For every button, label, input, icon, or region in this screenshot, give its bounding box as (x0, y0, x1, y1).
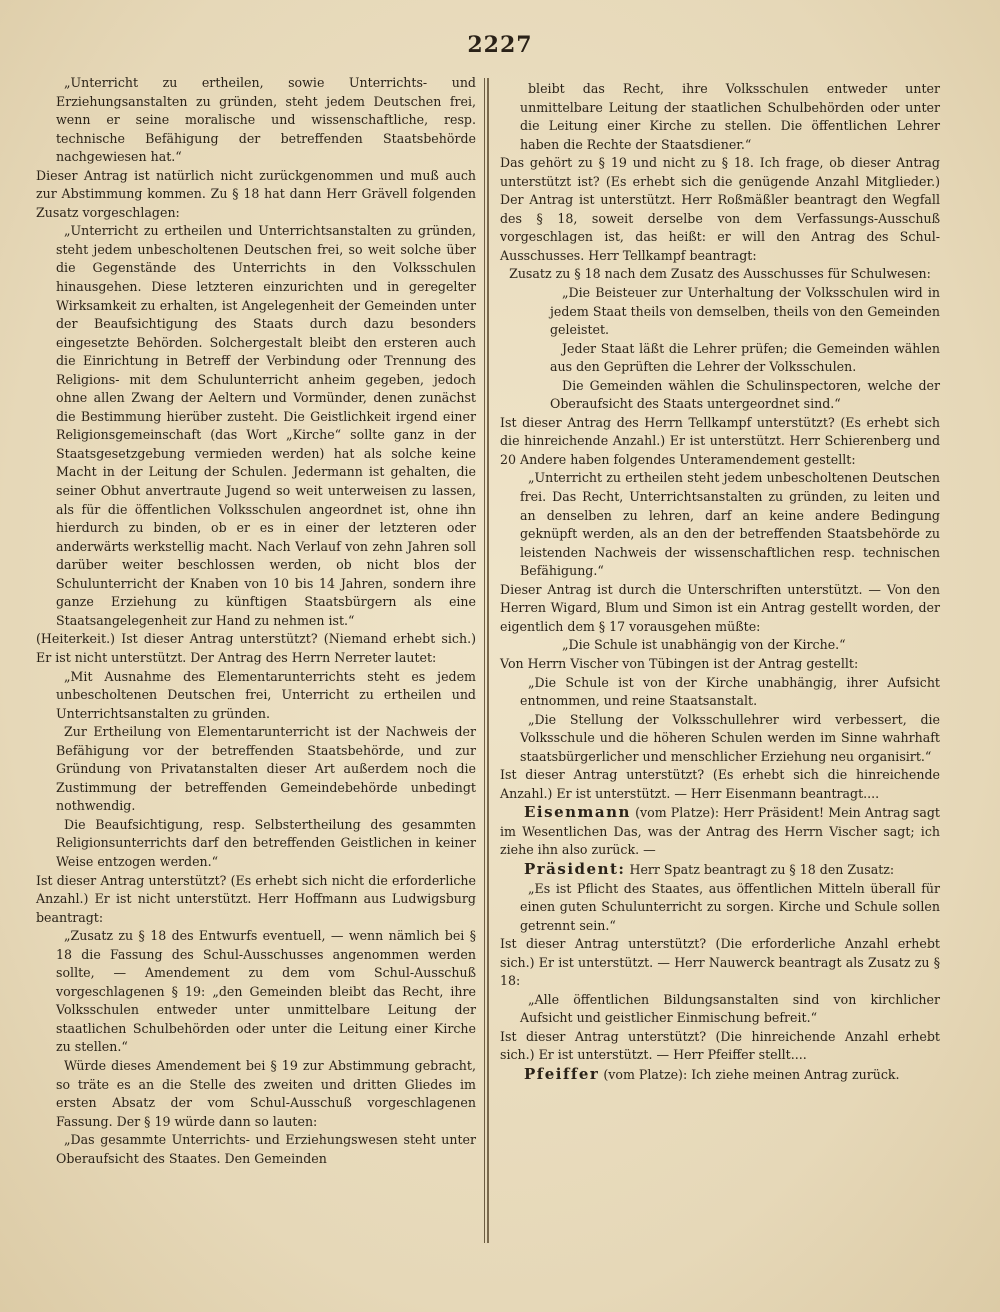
quoted-paragraph: Die Beaufsichtigung, resp. Selbstertheilung des gesammten Religionsunterrichts darf den betreffenden Geistlichen in keiner Weise entzogen werden.“ (56, 816, 476, 869)
quoted-paragraph: Zusatz zu § 18 nach dem Zusatz des Ausschusses für Schulwesen: (509, 266, 931, 282)
quoted-paragraph: „Zusatz zu § 18 des Entwurfs eventuell, — wenn nämlich bei § 18 die Fassung des Schul-Ausschusses angenommen werden sollte, — Amendement zu dem vom Schul-Ausschuß vorgeschlagenen § 19: „den Gemeinden bleibt das Recht, ihre Volksschulen entweder unter unmittelbare Leitung der staatlichen Schulbehörden oder unter die Leitung einer Kirche zu stellen.“ (56, 928, 476, 1055)
quoted-paragraph: „Die Beisteuer zur Unterhaltung der Volksschulen wird in jedem Staat theils von demselben, theils von den Gemeinden geleistet. (550, 285, 940, 338)
quoted-paragraph: Zur Ertheilung von Elementarunterricht ist der Nachweis der Befähigung vor der betreffenden Staatsbehörde, und zur Gründung von Privatanstalten dieser Art außerdem noch die Zustimmung der betreffenden Gemeindebehörde unbedingt nothwendig. (56, 724, 476, 814)
body-paragraph: Ist dieser Antrag unterstützt? (Die erforderliche Anzahl erhebt sich.) Er ist unterstützt. — Herr Nauwerck beantragt als Zusatz zu § 18: (500, 936, 940, 989)
quoted-paragraph: „Mit Ausnahme des Elementarunterrichts steht es jedem unbescholtenen Deutschen frei, Unterricht zu ertheilen und Unterrichtsanstalten zu gründen. (56, 668, 476, 721)
quoted-paragraph: „Unterricht zu ertheilen, sowie Unterrichts- und Erziehungsanstalten zu gründen, steht jedem Deutschen frei, wenn er seine moralische und wissenschaftliche, resp. technische Befähigung der betreffenden Staatsbehörde nachgewiesen hat.“ (56, 75, 476, 165)
right-column (500, 80, 940, 1085)
quoted-paragraph: Würde dieses Amendement bei § 19 zur Abstimmung gebracht, so träte es an die Stelle des zweiten und dritten Gliedes im ersten Absatz der vom Schul-Ausschuß vorgeschlagenen Fassung. Der § 19 würde dann so lauten: (56, 1057, 476, 1129)
quoted-paragraph: „Alle öffentlichen Bildungsanstalten sind von kirchlicher Aufsicht und geistlicher Einmischung befreit.“ (520, 991, 940, 1026)
body-paragraph: (Heiterkeit.) Ist dieser Antrag unterstützt? (Niemand erhebt sich.) Er ist nicht unterstützt. Der Antrag des Herrn Nerreter lautet: (36, 631, 476, 665)
body-paragraph: Ist dieser Antrag unterstützt? (Es erhebt sich nicht die erforderliche Anzahl.) Er ist nicht unterstützt. Herr Hoffmann aus Ludwigsburg beantragt: (36, 872, 476, 925)
quoted-paragraph: Jeder Staat läßt die Lehrer prüfen; die Gemeinden wählen aus den Geprüften die Lehrer der Volksschulen. (550, 340, 940, 375)
speaker-name: Präsident: (524, 859, 626, 878)
quoted-paragraph: „Das gesammte Unterrichts- und Erziehungswesen steht unter Oberaufsicht des Staates. Den Gemeinden (56, 1132, 476, 1166)
quoted-paragraph: „Unterricht zu ertheilen steht jedem unbescholtenen Deutschen frei. Das Recht, Unterrichtsanstalten zu gründen, zu leiten und an denselben zu lehren, darf an keine andere Bedingung geknüpft werden, als an den der betreffenden Staatsbehörde zu leistenden Nachweis der wissenschaftlichen resp. technischen Befähigung.“ (520, 470, 940, 579)
speech-paragraph (500, 803, 940, 860)
quoted-paragraph: Die Gemeinden wählen die Schulinspectoren, welche der Oberaufsicht des Staats untergeordnet sind.“ (550, 377, 940, 412)
speaker-name: Eisenmann (524, 803, 631, 822)
quoted-paragraph: „Unterricht zu ertheilen und Unterrichtsanstalten zu gründen, steht jedem unbescholtenen Deutschen frei, so weit solche über die Gegenstände des Unterrichts in den Volksschulen hinausgehen. Diese letzteren einzurichten und in geregelter Wirksamkeit zu erhalten, ist Angelegenheit der Gemeinden unter der Beaufsichtigung des Staats durch dazu besonders eingesetzte Behörden. Solchergestalt bleibt den ersteren auch die Einrichtung in Betreff der Verbindung oder Trennung des Religions- mit dem Schulunterricht anheim gegeben, jedoch ohne allen Zwang der Aeltern und Vormünder, denen zunächst die Bestimmung hierüber zusteht. Die Geistlichkeit irgend einer Religionsgemeinschaft (das Wort „Kirche“ sollte ganz in der Staatsgesetzgebung vermieden werden) hat als solche keine Macht in der Leitung der Schulen. Jedermann ist gehalten, die seiner Obhut anvertraute Jugend so weit unterweisen zu lassen, als für die öffentlichen Volksschulen angeordnet ist, ohne ihn hierdurch zu binden, ob er es in einer der letzteren oder anderwärts werkstellig macht. Nach Verlauf von zehn Jahren soll darüber weiter beschlossen werden, ob nicht blos der Schulunterricht der Knaben von 10 bis 14 Jahren, sondern ihre ganze Erziehung zu künftigen Staatsbürgern als eine Staatsangelegenheit zur Hand zu nehmen ist.“ (56, 223, 476, 628)
speech-text: Herr Spatz beantragt zu § 18 den Zusatz: (625, 861, 895, 877)
left-column (36, 74, 476, 1168)
body-paragraph: Dieser Antrag ist durch die Unterschriften unterstützt. — Von den Herren Wigard, Blum und Simon ist ein Antrag gestellt worden, der eigentlich dem § 17 vorausgehen müßte: (500, 581, 940, 634)
body-paragraph: Das gehört zu § 19 und nicht zu § 18. Ich frage, ob dieser Antrag unterstützt ist? (Es erhebt sich die genügende Anzahl Mitglieder.) Der Antrag ist unterstützt. Herr Roßmäßler beantragt den Wegfall des § 18, soweit derselbe von dem Verfassungs-Ausschuß vorgeschlagen ist, das heißt: er will den Antrag des Schul-Ausschusses. Herr Tellkampf beantragt: (500, 155, 940, 263)
quoted-paragraph: „Die Schule ist unabhängig von der Kirche.“ (562, 637, 846, 653)
body-paragraph: Ist dieser Antrag des Herrn Tellkampf unterstützt? (Es erhebt sich die hinreichende Anzahl.) Er ist unterstützt. Herr Schierenberg und 20 Andere haben folgendes Unteramendement gestellt: (500, 414, 940, 467)
body-paragraph: Ist dieser Antrag unterstützt? (Es erhebt sich die hinreichende Anzahl.) Er ist unterstützt. — Herr Eisenmann beantragt.... (500, 767, 940, 801)
speaker-name: Pfeiffer (524, 1064, 600, 1083)
body-paragraph: Dieser Antrag ist natürlich nicht zurückgenommen und muß auch zur Abstimmung kommen. Zu § 18 hat dann Herr Grävell folgenden Zusatz vorgeschlagen: (36, 167, 476, 220)
page-number: 2227 (467, 32, 533, 58)
body-paragraph: Von Herrn Vischer von Tübingen ist der Antrag gestellt: (500, 655, 859, 671)
speech-paragraph (500, 1065, 940, 1085)
quoted-paragraph: „Die Schule ist von der Kirche unabhängig, ihrer Aufsicht entnommen, und reine Staatsanstalt. (520, 674, 940, 709)
quoted-paragraph: bleibt das Recht, ihre Volksschulen entweder unter unmittelbare Leitung der staatlichen Schulbehörden oder unter die Leitung einer Kirche zu stellen. Die öffentlichen Lehrer haben die Rechte der Staatsdiener.“ (520, 81, 940, 152)
speech-text: (vom Platze): Ich ziehe meinen Antrag zurück. (599, 1066, 900, 1082)
speech-text: (vom Platze): Herr Präsident! Mein Antrag sagt im Wesentlichen Das, was der Antrag des Herrn Vischer sagt; ich ziehe ihn also zurück. — (500, 805, 940, 858)
quoted-paragraph: „Es ist Pflicht des Staates, aus öffentlichen Mitteln überall für einen guten Schulunterricht zu sorgen. Kirche und Schule sollen getrennt sein.“ (520, 880, 940, 933)
body-paragraph: Ist dieser Antrag unterstützt? (Die hinreichende Anzahl erhebt sich.) Er ist unterstützt. — Herr Pfeiffer stellt.... (500, 1028, 940, 1063)
quoted-paragraph: „Die Stellung der Volksschullehrer wird verbessert, die Volksschule und die höheren Schulen werden im Sinne wahrhaft staatsbürgerlicher und menschlicher Erziehung neu organisirt.“ (520, 711, 940, 764)
column-divider (484, 78, 486, 1243)
speech-paragraph (500, 860, 940, 880)
